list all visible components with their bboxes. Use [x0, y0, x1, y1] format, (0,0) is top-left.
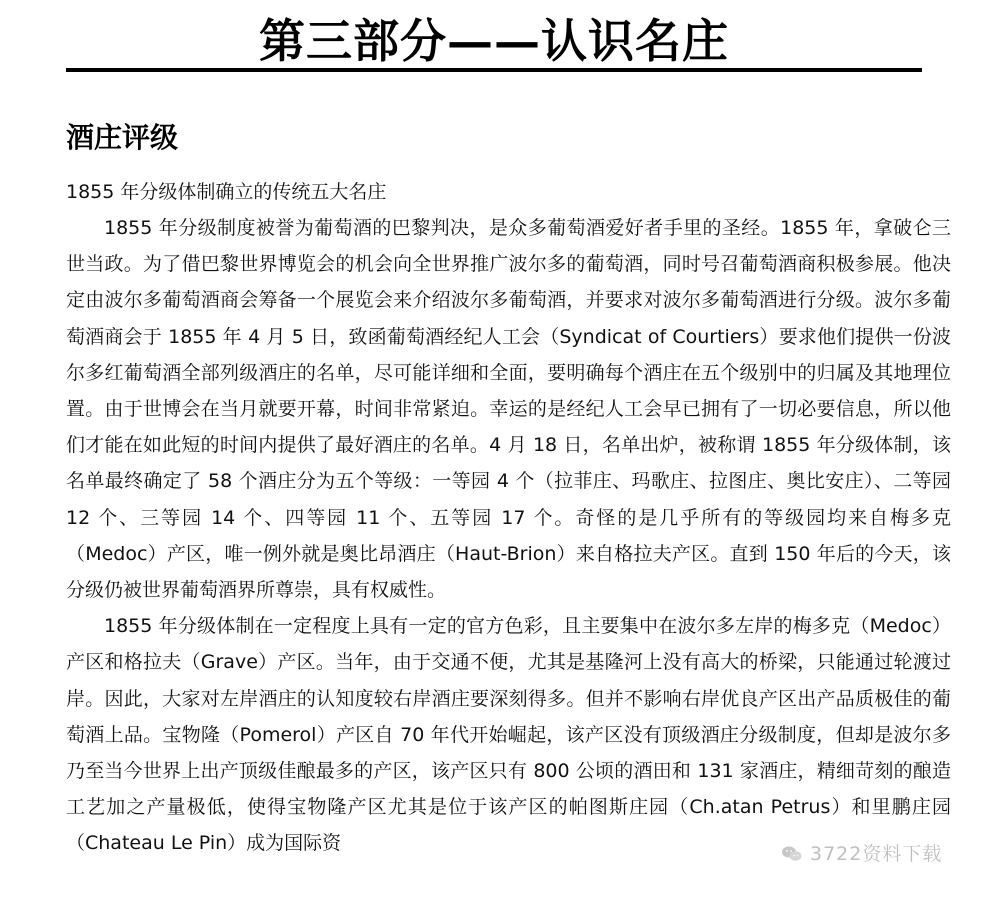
- title-underline: [66, 68, 922, 72]
- section-heading: 酒庄评级: [66, 121, 179, 154]
- page-title: 第三部分——认识名庄: [259, 14, 729, 68]
- subtitle: 1855 年分级体制确立的传统五大名庄: [66, 181, 387, 203]
- wechat-icon: [780, 842, 804, 866]
- watermark: [780, 842, 942, 866]
- watermark-text: 3722资料下载: [810, 843, 943, 865]
- paragraph-2: 1855 年分级体制在一定程度上具有一定的官方色彩，且主要集中在波尔多左岸的梅多克（Medoc）产区和格拉夫（Grave）产区。当年，由于交通不便，尤其是基隆河上没有高大的桥梁，只能通过轮渡过岸。因此，大家对左岸酒庄的认知度较右岸酒庄要深刻得多。但并不影响右岸优良产区出产品质极佳的葡萄酒上品。宝物隆（Pomerol）产区自 70 年代开始崛起，该产区没有顶级酒庄分级制度，但却是波尔多乃至当今世界上出产顶级佳酿最多的产区，该产区只有 800 公顷的酒田和 131 家酒庄，精细苛刻的酿造工艺加之产量极低，使得宝物隆产区尤其是位于该产区的帕图斯庄园（Ch.atan Petrus）和里鹏庄园（Chateau Le Pin）成为国际资: [66, 615, 951, 855]
- body-text: [66, 210, 951, 862]
- paragraph-1: 1855 年分级制度被誉为葡萄酒的巴黎判决，是众多葡萄酒爱好者手里的圣经。1855 年，拿破仑三世当政。为了借巴黎世界博览会的机会向全世界推广波尔多的葡萄酒，同时号召葡萄酒商积极参展。他决定由波尔多葡萄酒商会筹备一个展览会来介绍波尔多葡萄酒，并要求对波尔多葡萄酒进行分级。波尔多葡萄酒商会于 1855 年 4 月 5 日，致函葡萄酒经纪人工会（Syndicat of Courtiers）要求他们提供一份波尔多红葡萄酒全部列级酒庄的名单，尽可能详细和全面，要明确每个酒庄在五个级别中的归属及其地理位置。由于世博会在当月就要开幕，时间非常紧迫。幸运的是经纪人工会早已拥有了一切必要信息，所以他们才能在如此短的时间内提供了最好酒庄的名单。4 月 18 日，名单出炉，被称谓 1855 年分级体制，该名单最终确定了 58 个酒庄分为五个等级：一等园 4 个（拉菲庄、玛歌庄、拉图庄、奥比安庄）、二等园 12 个、三等园 14 个、四等园 11 个、五等园 17 个。奇怪的是几乎所有的等级园均来自梅多克（Medoc）产区，唯一例外就是奥比昂酒庄（Haut-Brion）来自格拉夫产区。直到 150 年后的今天，该分级仍被世界葡萄酒界所尊崇，具有权威性。: [66, 217, 951, 602]
